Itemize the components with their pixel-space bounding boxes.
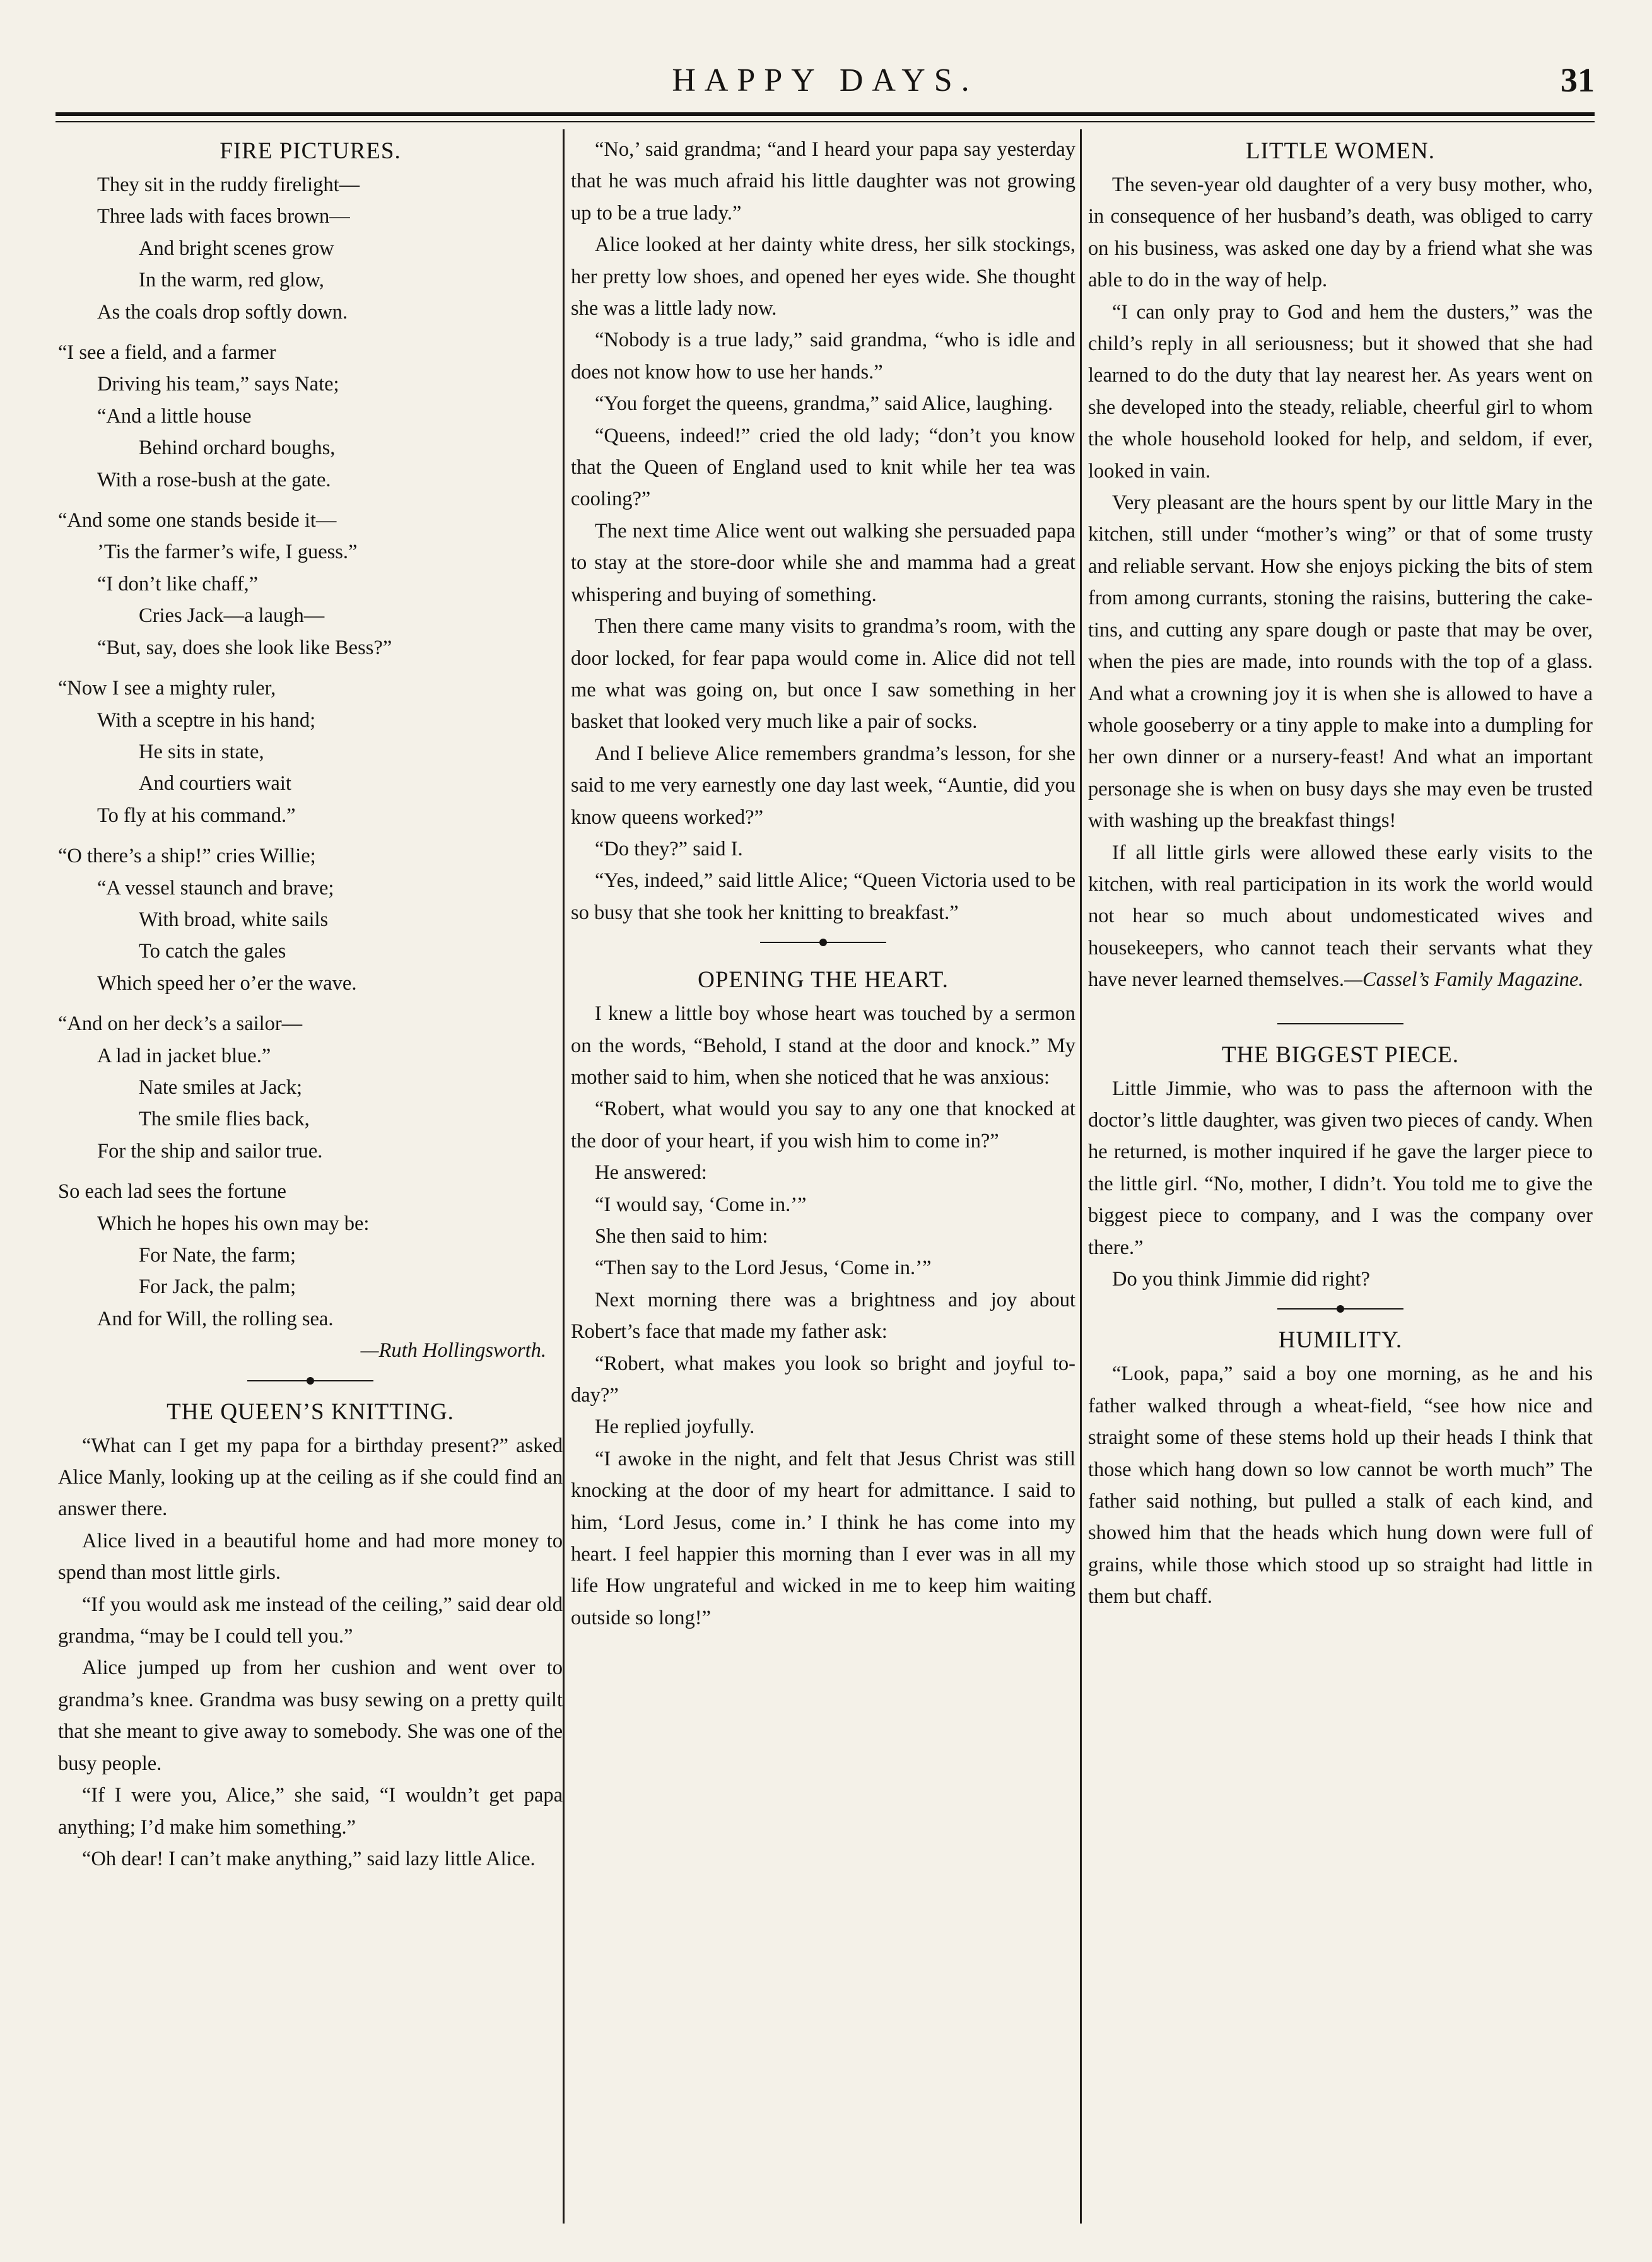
paragraph: The seven-year old daughter of a very busy mother, who, in consequence of her husband’s death, was obliged to carry on his business, was asked one day by a friend what she was able to do in the way of help. [1088,173,1593,292]
poem-line: As the coals drop softly down. [97,300,348,324]
article-title-little-women: LITTLE WOMEN. [1245,138,1436,164]
paragraph: “Look, papa,” said a boy one morning, as he and his father walked through a wheat-field, “see how nice and straight some of these stems hold up their heads I think that those which hang down so low cannot be worth much” The father said nothing, but pulled a stalk of each kind, and showed him that the heads which hung down were full of grains, while those which stood up so straight had little in them but chaff. [1088,1362,1593,1609]
poem-line: “And some one stands beside it— [58,509,337,532]
paragraph: “Robert, what makes you look so bright and joyful to-day?” [571,1352,1075,1407]
poem-line: They sit in the ruddy firelight— [97,173,360,196]
poem-line: Cries Jack—a laugh— [139,604,325,628]
section-divider [1088,1295,1593,1323]
article-title-opening-the-heart: OPENING THE HEART. [698,967,949,993]
poem-line: “I see a field, and a farmer [58,341,276,365]
paragraph: Alice lived in a beautiful home and had more money to spend than most little girls. [58,1529,563,1585]
column-divider-1 [563,129,565,2224]
poem-line: Behind orchard boughs, [139,437,336,460]
poem-line: Three lads with faces brown— [97,205,350,228]
paragraph: “What can I get my papa for a birthday present?” asked Alice Manly, looking up at the ceiling as if she could find an answer there. [58,1434,563,1521]
poem-line: And for Will, the rolling sea. [97,1307,334,1330]
paragraph: “Oh dear! I can’t make anything,” said lazy little Alice. [82,1847,536,1870]
paragraph: “Robert, what would you say to any one that knocked at the door of your heart, if you wish him to come in?” [571,1098,1075,1152]
poem-line: For Nate, the farm; [139,1244,296,1267]
poem-fire-pictures [58,169,563,1367]
column-1 [58,134,563,1875]
poem-line: Which he hopes his own may be: [97,1212,370,1235]
poem-line: With a sceptre in his hand; [97,708,316,732]
paragraph: “If you would ask me instead of the ceiling,” said dear old grandma, “may be I could tell you.” [58,1593,563,1648]
poem-line: “And a little house [97,404,252,428]
poem-line: Driving his team,” says Nate; [97,373,339,396]
paragraph: He answered: [595,1161,707,1185]
poem-stanza [58,1008,563,1167]
paragraph: She then said to him: [595,1225,768,1248]
article-title-humility: HUMILITY. [1278,1327,1403,1354]
paragraph: “Yes, indeed,” said little Alice; “Queen Victoria used to be so busy that she took her knitting to breakfast.” [571,869,1075,924]
article-title-biggest-piece: THE BIGGEST PIECE. [1221,1041,1459,1068]
paragraph: Do you think Jimmie did right? [1112,1268,1370,1291]
section-divider [571,929,1075,956]
poem-line: To catch the gales [139,940,286,963]
header-rule-thin [56,121,1595,122]
paragraph: “If I were you, Alice,” she said, “I wouldn’t get papa anything; I’d make him something.” [58,1784,563,1839]
poem-line: For the ship and sailor true. [97,1139,323,1163]
poem-line: “Now I see a mighty ruler, [58,677,276,700]
paragraph: Alice jumped up from her cushion and went over to grandma’s knee. Grandma was busy sewing on a pretty quilt that she meant to give away to somebody. She was one of the busy people. [58,1656,563,1775]
poem-line: And courtiers wait [139,772,291,795]
paragraph: I knew a little boy whose heart was touched by a sermon on the words, “Behold, I stand at the door and knock.” My mother said to him, when she noticed that he was anxious: [571,1002,1075,1089]
paragraph: Alice looked at her dainty white dress, her silk stockings, her pretty low shoes, and opened her eyes wide. She thought she was a little lady now. [571,233,1075,320]
poem-line: In the warm, red glow, [139,269,324,292]
poem-line: ’Tis the farmer’s wife, I guess.” [97,541,358,564]
column-2 [571,134,1075,1634]
poem-author: —Ruth Hollingsworth. [360,1339,546,1362]
column-divider-2 [1080,129,1082,2224]
poem-line: With broad, white sails [139,908,329,931]
poem-line: The smile flies back, [139,1108,310,1131]
poem-line: Which speed her o’er the wave. [97,971,357,995]
paragraph: And I believe Alice remembers grandma’s lesson, for she said to me very earnestly one day last week, “Auntie, did you know queens worked?” [571,742,1075,829]
paragraph: He replied joyfully. [595,1415,755,1439]
poem-line: And bright scenes grow [139,237,334,260]
poem-line: So each lad sees the fortune [58,1180,286,1204]
paragraph: “Do they?” said I. [595,837,743,860]
paragraph: “Then say to the Lord Jesus, ‘Come in.’” [595,1257,932,1280]
article-title-fire-pictures: FIRE PICTURES. [220,138,401,164]
section-divider [1088,1010,1593,1038]
paragraph-text: If all little girls were allowed these early visits to the kitchen, with real participation in its work the world would not hear so much about undomesticated wives and housekeepers, who cannot teach their servants what they have never learned themselves. [1088,841,1593,992]
paragraph: “You forget the queens, grandma,” said Alice, laughing. [595,392,1053,416]
paragraph: Then there came many visits to grandma’s room, with the door locked, for fear papa would come in. Alice did not tell me what was going on, but once I saw something in her basket that looked very much like a pair of socks. [571,615,1075,734]
poem-line: “I don’t like chaff,” [97,572,259,595]
poem-line: “But, say, does she look like Bess?” [97,636,392,659]
column-3 [1088,134,1593,1613]
paragraph: “I would say, ‘Come in.’” [595,1193,807,1216]
poem-line: To fly at his command.” [97,804,296,827]
poem-line: Nate smiles at Jack; [139,1075,303,1099]
page-header [56,58,1595,108]
paragraph: Very pleasant are the hours spent by our little Mary in the kitchen, still under “mother’s wing” or that of some trusty and reliable servant. How she enjoys picking the bits of stem from among currants, stoning the raisins, buttering the cake-tins, and cutting any spare dough or paste that may be over, when the pies are made, into rounds with the top of a glass. And what a crowning joy it is when she is allowed to have a whole gooseberry or a tiny apple to make into a dumpling for her own dinner or a nursery-feast! And what an important personage she is when on busy days she may even be trusted with washing up the breakfast things! [1088,491,1593,833]
poem-line: A lad in jacket blue.” [97,1044,271,1067]
citation: —Cassel’s Family Magazine. [1344,968,1584,992]
article-title-queens-knitting: THE QUEEN’S KNITTING. [167,1398,454,1425]
paragraph: “Nobody is a true lady,” said grandma, “who is idle and does not know how to use her hands.” [571,329,1075,384]
paragraph: Little Jimmie, who was to pass the afternoon with the doctor’s little daughter, was given two pieces of candy. When he returned, is mother inquired if he gave the larger piece to the little girl. “No, mother, I didn’t. You told me to give the biggest piece to company, and I was the company over there.” [1088,1077,1593,1259]
poem-stanza [58,840,563,999]
poem-stanza [58,337,563,496]
poem-stanza [58,672,563,831]
poem-stanza [58,169,563,328]
section-divider [58,1367,563,1395]
publication-title: HAPPY DAYS. [672,62,978,98]
poem-line: For Jack, the palm; [139,1275,296,1299]
poem-stanza [58,505,563,664]
paragraph: “I can only pray to God and hem the dusters,” was the child’s reply in all seriousness; but it showed that she had learned to do the duty that lay nearest her. As years went on she developed into the steady, reliable, cheerful girl to whom the whole household looked for help, and seldom, if ever, looked in vain. [1088,300,1593,483]
paragraph: Next morning there was a brightness and joy about Robert’s face that made my father ask: [571,1288,1075,1344]
paragraph: “Queens, indeed!” cried the old lady; “don’t you know that the Queen of England used to knit while her tea was cooling?” [571,424,1075,511]
paragraph: “I awoke in the night, and felt that Jesus Christ was still knocking at the door of my heart for admittance. I said to him, ‘Lord Jesus, come in.’ I think he has come into my heart. I feel happier this morning than I ever was in all my life How ungrateful and wicked in me to keep him waiting outside so long!” [571,1447,1075,1629]
poem-line: With a rose-bush at the gate. [97,468,331,491]
poem-stanza [58,1176,563,1335]
page-number: 31 [1561,61,1595,99]
poem-line: “O there’s a ship!” cries Willie; [58,845,316,868]
paragraph: The next time Alice went out walking she persuaded papa to stay at the store-door while she and mamma had a great whispering and buying of something. [571,519,1075,606]
header-rule-thick [56,112,1595,116]
poem-line: “A vessel staunch and brave; [97,876,334,900]
paragraph: “No,’ said grandma; “and I heard your papa say yesterday that he was much afraid his little daughter was not growing up to be a true lady.” [571,138,1075,225]
poem-line: He sits in state, [139,740,264,763]
paragraph [1088,837,1593,996]
poem-line: “And on her deck’s a sailor— [58,1012,303,1036]
